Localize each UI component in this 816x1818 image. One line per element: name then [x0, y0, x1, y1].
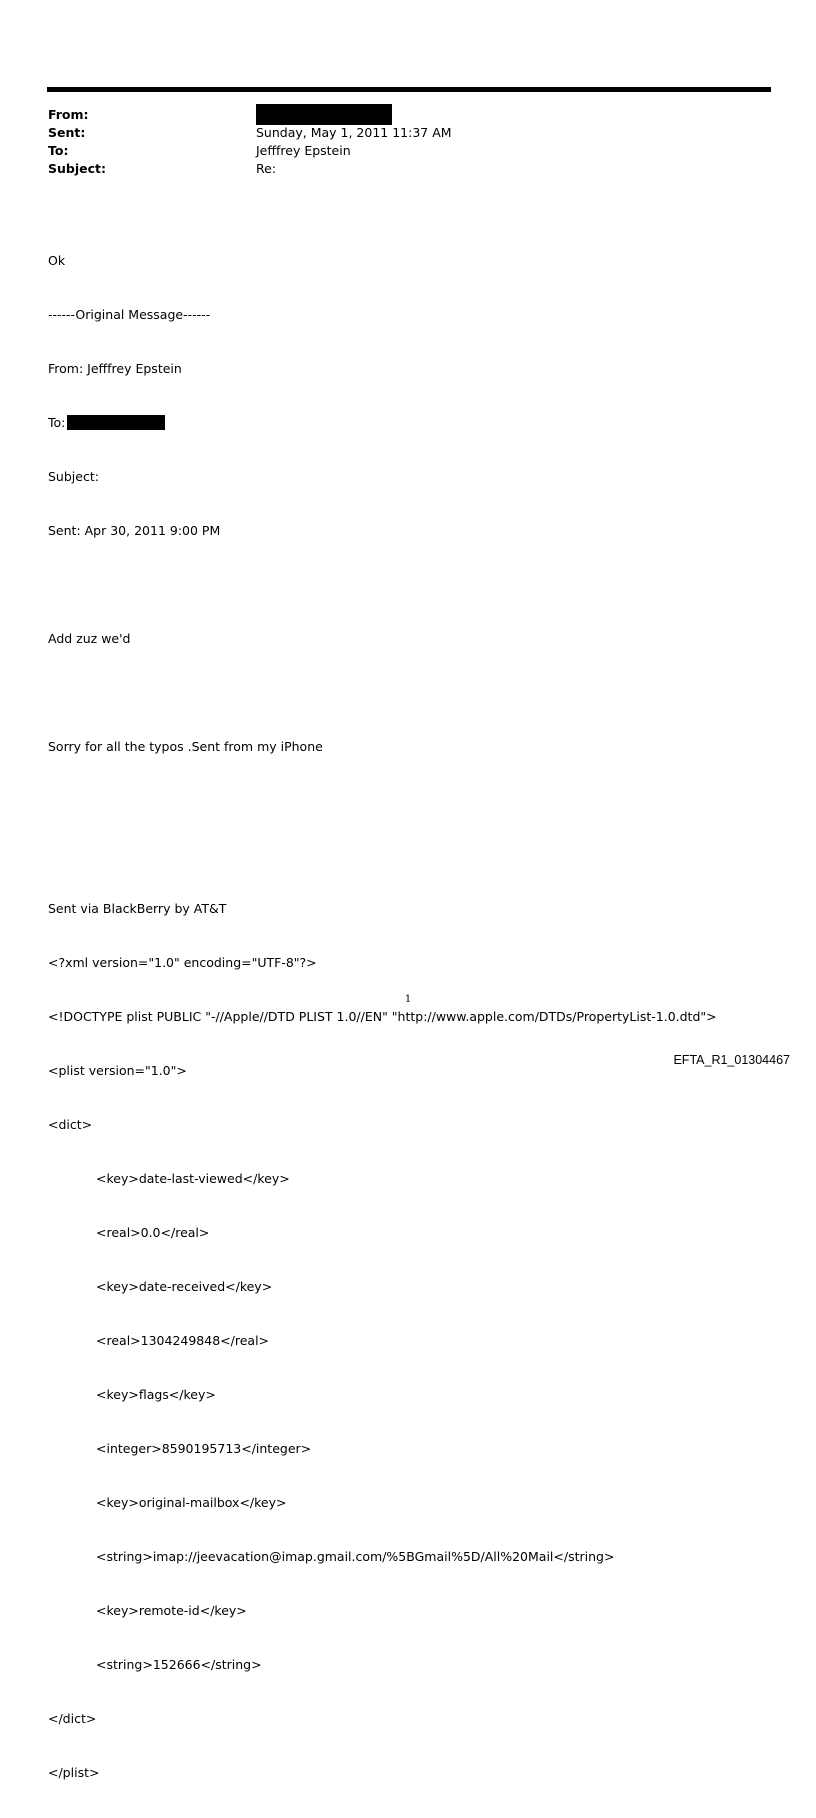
xml-line: </dict>: [48, 1711, 97, 1726]
reply-text: Ok: [48, 253, 66, 268]
original-to: [48, 414, 788, 432]
to-value: Jefffrey Epstein: [256, 143, 351, 158]
xml-line: <!DOCTYPE plist PUBLIC "-//Apple//DTD PLIST 1.0//EN" "http://www.apple.com/DTDs/PropertyList-1.0.dtd">: [48, 1009, 717, 1024]
sent-value: Sunday, May 1, 2011 11:37 AM: [256, 125, 452, 140]
xml-line: <key>remote-id</key>: [96, 1603, 247, 1618]
from-value: [256, 106, 768, 124]
xml-line: <?xml version="1.0" encoding="UTF-8"?>: [48, 955, 317, 970]
xml-line: <integer>8590195713</integer>: [96, 1441, 312, 1456]
spacer: [48, 792, 788, 810]
page-number: 1: [404, 994, 412, 1005]
subject-label: Subject:: [48, 161, 106, 176]
to-label: To:: [48, 143, 69, 158]
original-from: From: Jefffrey Epstein: [48, 361, 182, 376]
signature-line: Sent via BlackBerry by AT&T: [48, 901, 227, 916]
spacer: [48, 684, 788, 702]
message-line: Add zuz we'd: [48, 631, 131, 646]
subject-value: Re:: [256, 161, 277, 176]
original-message-divider: ------Original Message------: [48, 307, 211, 322]
xml-line: <string>imap://jeevacation@imap.gmail.com/%5BGmail%5D/All%20Mail</string>: [96, 1549, 615, 1564]
spacer: [48, 846, 788, 864]
from-row: [48, 106, 768, 124]
xml-line: <plist version="1.0">: [48, 1063, 187, 1078]
subject-row: [48, 160, 768, 178]
redaction-block: [256, 104, 392, 125]
email-header: [48, 106, 768, 178]
xml-line: <real>0.0</real>: [96, 1225, 210, 1240]
xml-line: <key>date-last-viewed</key>: [96, 1171, 290, 1186]
original-to-label: To:: [48, 415, 66, 430]
redaction-block: [67, 415, 165, 430]
message-line: Sorry for all the typos .Sent from my iPhone: [48, 739, 323, 754]
header-rule: [47, 87, 771, 92]
sent-label: Sent:: [48, 125, 86, 140]
original-subject: Subject:: [48, 469, 99, 484]
to-row: [48, 142, 768, 160]
bates-number: EFTA_R1_01304467: [673, 1053, 790, 1067]
xml-line: </plist>: [48, 1765, 100, 1780]
xml-line: <real>1304249848</real>: [96, 1333, 270, 1348]
xml-line: <key>flags</key>: [96, 1387, 216, 1402]
xml-line: <key>date-received</key>: [96, 1279, 273, 1294]
spacer: [48, 576, 788, 594]
email-body: [48, 216, 788, 1818]
sent-row: [48, 124, 768, 142]
xml-line: <string>152666</string>: [96, 1657, 262, 1672]
xml-line: <dict>: [48, 1117, 93, 1132]
xml-line: <key>original-mailbox</key>: [96, 1495, 287, 1510]
from-label: From:: [48, 107, 89, 122]
original-sent: Sent: Apr 30, 2011 9:00 PM: [48, 523, 221, 538]
